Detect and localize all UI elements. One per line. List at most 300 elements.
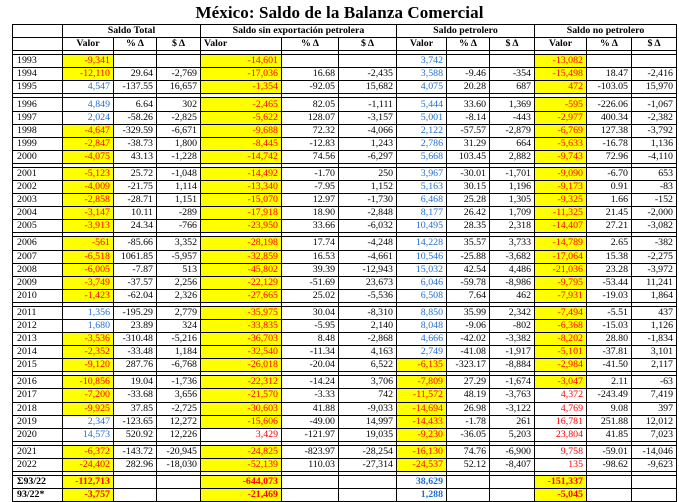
value-cell: 27.21: [587, 220, 632, 233]
value-cell: 39.39: [282, 263, 339, 276]
value-cell: -151,337: [535, 476, 587, 489]
table-row: [13, 111, 677, 124]
value-cell: -9,090: [535, 167, 587, 180]
value-cell: 1,305: [490, 194, 535, 207]
value-cell: 3,733: [490, 237, 535, 250]
value-cell: 400.34: [587, 111, 632, 124]
total-row: [13, 489, 677, 502]
value-cell: -3,913: [63, 220, 114, 233]
value-cell: 30.04: [282, 306, 339, 319]
value-cell: 6,522: [339, 359, 397, 372]
value-cell: 4,547: [63, 81, 114, 94]
value-cell: -12,943: [339, 263, 397, 276]
value-cell: -9,623: [632, 458, 677, 471]
value-cell: -112,713: [63, 476, 114, 489]
value-cell: -2,435: [339, 68, 397, 81]
value-cell: -6,005: [63, 263, 114, 276]
value-cell: -3,047: [535, 376, 587, 389]
value-cell: 7.64: [447, 289, 490, 302]
table-row: [13, 237, 677, 250]
table-row: [13, 207, 677, 220]
value-cell: 1,800: [157, 137, 201, 150]
value-cell: 35.99: [447, 306, 490, 319]
value-cell: 24.34: [114, 220, 157, 233]
value-cell: -15.03: [587, 319, 632, 332]
value-cell: -41.50: [587, 359, 632, 372]
value-cell: 16.53: [282, 250, 339, 263]
value-cell: -17,064: [535, 250, 587, 263]
value-cell: 6,046: [397, 276, 447, 289]
value-cell: 28.80: [587, 333, 632, 346]
value-cell: 10,495: [397, 220, 447, 233]
sub-header-valor: Valor: [201, 38, 282, 51]
table-row: [13, 181, 677, 194]
value-cell: -19.03: [587, 289, 632, 302]
table-row: [13, 359, 677, 372]
value-cell: -9,795: [535, 276, 587, 289]
value-cell: 1.66: [587, 194, 632, 207]
value-cell: -802: [490, 319, 535, 332]
sub-header-abs: $ Δ: [339, 38, 397, 51]
value-cell: 3,742: [397, 55, 447, 68]
value-cell: 2,347: [63, 415, 114, 428]
value-cell: 72.32: [282, 124, 339, 137]
value-cell: -4,248: [339, 237, 397, 250]
value-cell: 1,151: [157, 194, 201, 207]
value-cell: -2,382: [632, 111, 677, 124]
table-row: [13, 98, 677, 111]
value-cell: -2,352: [63, 346, 114, 359]
value-cell: -62.04: [114, 289, 157, 302]
value-cell: -226.06: [587, 98, 632, 111]
value-cell: [632, 476, 677, 489]
year-cell: 2006: [13, 237, 63, 250]
value-cell: -2,275: [632, 250, 677, 263]
value-cell: 15,970: [632, 81, 677, 94]
value-cell: -8,986: [490, 276, 535, 289]
value-cell: 25.28: [447, 194, 490, 207]
value-cell: -14,694: [397, 402, 447, 415]
value-cell: 14,573: [63, 428, 114, 441]
value-cell: 4,163: [339, 346, 397, 359]
group-header-petrolero: Saldo petrolero: [397, 25, 535, 38]
value-cell: -5,622: [201, 111, 282, 124]
value-cell: 653: [632, 167, 677, 180]
value-cell: -9.46: [447, 68, 490, 81]
value-cell: 8.48: [282, 333, 339, 346]
value-cell: 2,024: [63, 111, 114, 124]
year-cell: 2003: [13, 194, 63, 207]
value-cell: -1,917: [490, 346, 535, 359]
value-cell: 19.04: [114, 376, 157, 389]
value-cell: -1,111: [339, 98, 397, 111]
value-cell: -3,757: [63, 489, 114, 502]
table-row: [13, 167, 677, 180]
value-cell: [114, 55, 157, 68]
value-cell: -1,423: [63, 289, 114, 302]
value-cell: -14,789: [535, 237, 587, 250]
value-cell: -1,701: [490, 167, 535, 180]
value-cell: [447, 55, 490, 68]
sub-header-abs: $ Δ: [490, 38, 535, 51]
value-cell: -21.75: [114, 181, 157, 194]
table-row: [13, 306, 677, 319]
value-cell: 23,673: [339, 276, 397, 289]
value-cell: 20.28: [447, 81, 490, 94]
value-cell: -63: [632, 376, 677, 389]
value-cell: 74.56: [282, 150, 339, 163]
value-cell: 43.13: [114, 150, 157, 163]
value-cell: 12.97: [282, 194, 339, 207]
value-cell: [339, 489, 397, 502]
year-cell: 2016: [13, 376, 63, 389]
value-cell: 1,126: [632, 319, 677, 332]
value-cell: -4,066: [339, 124, 397, 137]
value-cell: -9,173: [535, 181, 587, 194]
value-cell: 3,588: [397, 68, 447, 81]
year-cell: 1999: [13, 137, 63, 150]
value-cell: -17,036: [201, 68, 282, 81]
value-cell: 35.57: [447, 237, 490, 250]
value-cell: -30,603: [201, 402, 282, 415]
value-cell: 472: [535, 81, 587, 94]
value-cell: -1,228: [157, 150, 201, 163]
value-cell: 1,369: [490, 98, 535, 111]
value-cell: 30.15: [447, 181, 490, 194]
value-cell: -3,082: [632, 220, 677, 233]
value-cell: -11.34: [282, 346, 339, 359]
group-header-row: [13, 25, 677, 38]
value-cell: 2,140: [339, 319, 397, 332]
value-cell: -2,416: [632, 68, 677, 81]
value-cell: 1,243: [339, 137, 397, 150]
value-cell: -289: [157, 207, 201, 220]
value-cell: -1,067: [632, 98, 677, 111]
sub-header-valor: Valor: [535, 38, 587, 51]
value-cell: 261: [490, 415, 535, 428]
sub-header-abs: $ Δ: [157, 38, 201, 51]
value-cell: -4,075: [63, 150, 114, 163]
value-cell: 12,012: [632, 415, 677, 428]
sub-header-abs: $ Δ: [632, 38, 677, 51]
value-cell: -28.71: [114, 194, 157, 207]
value-cell: [447, 476, 490, 489]
value-cell: -20,945: [157, 445, 201, 458]
value-cell: -24,537: [397, 458, 447, 471]
sub-header-pct: % Δ: [587, 38, 632, 51]
value-cell: -6,518: [63, 250, 114, 263]
group-header-saldo-total: Saldo Total: [63, 25, 201, 38]
value-cell: 2,256: [157, 276, 201, 289]
value-cell: -3,792: [632, 124, 677, 137]
value-cell: -3,749: [63, 276, 114, 289]
value-cell: -5,216: [157, 333, 201, 346]
value-cell: 251.88: [587, 415, 632, 428]
value-cell: 15,032: [397, 263, 447, 276]
year-cell: 2018: [13, 402, 63, 415]
table-row: [13, 389, 677, 402]
value-cell: 23.28: [587, 263, 632, 276]
value-cell: [339, 476, 397, 489]
year-cell: 1993: [13, 55, 63, 68]
value-cell: -57.57: [447, 124, 490, 137]
value-cell: -823.97: [282, 445, 339, 458]
table-row: [13, 220, 677, 233]
value-cell: -1,354: [201, 81, 282, 94]
value-cell: 27.29: [447, 376, 490, 389]
value-cell: 1,288: [397, 489, 447, 502]
value-cell: 2,318: [490, 220, 535, 233]
value-cell: 2,117: [632, 359, 677, 372]
value-cell: -11,325: [535, 207, 587, 220]
year-cell: 2019: [13, 415, 63, 428]
value-cell: -5,045: [535, 489, 587, 502]
value-cell: -5,536: [339, 289, 397, 302]
value-cell: 12,226: [157, 428, 201, 441]
value-cell: -2,847: [63, 137, 114, 150]
value-cell: 250: [339, 167, 397, 180]
value-cell: 8,177: [397, 207, 447, 220]
value-cell: 41.85: [587, 428, 632, 441]
year-cell: 2009: [13, 276, 63, 289]
value-cell: 9.08: [587, 402, 632, 415]
value-cell: -3,122: [490, 402, 535, 415]
value-cell: 664: [490, 137, 535, 150]
year-cell: 2022: [13, 458, 63, 471]
value-cell: -4,009: [63, 181, 114, 194]
value-cell: -24,825: [201, 445, 282, 458]
value-cell: 4,849: [63, 98, 114, 111]
value-cell: 72.96: [587, 150, 632, 163]
value-cell: 1,680: [63, 319, 114, 332]
value-cell: 6.64: [114, 98, 157, 111]
value-cell: 10,546: [397, 250, 447, 263]
value-cell: -8,310: [339, 306, 397, 319]
value-cell: [339, 55, 397, 68]
value-cell: 16,657: [157, 81, 201, 94]
value-cell: 513: [157, 263, 201, 276]
value-cell: -22,312: [201, 376, 282, 389]
value-cell: 29.64: [114, 68, 157, 81]
value-cell: -9.06: [447, 319, 490, 332]
value-cell: -26,018: [201, 359, 282, 372]
value-cell: -42.02: [447, 333, 490, 346]
value-cell: -21,036: [535, 263, 587, 276]
value-cell: -323.17: [447, 359, 490, 372]
value-cell: 3,706: [339, 376, 397, 389]
value-cell: -24,402: [63, 458, 114, 471]
value-cell: -3,157: [339, 111, 397, 124]
value-cell: -15,498: [535, 68, 587, 81]
value-cell: -3,382: [490, 333, 535, 346]
value-cell: -20.04: [282, 359, 339, 372]
value-cell: -83: [632, 181, 677, 194]
value-cell: -143.72: [114, 445, 157, 458]
value-cell: [157, 489, 201, 502]
value-cell: 4,666: [397, 333, 447, 346]
value-cell: -3,763: [490, 389, 535, 402]
value-cell: -27,665: [201, 289, 282, 302]
value-cell: -59.78: [447, 276, 490, 289]
year-cell: Σ93/22: [13, 476, 63, 489]
value-cell: -14,601: [201, 55, 282, 68]
value-cell: [587, 489, 632, 502]
value-cell: -36,703: [201, 333, 282, 346]
value-cell: 2,779: [157, 306, 201, 319]
value-cell: 74.76: [447, 445, 490, 458]
sub-header-pct: % Δ: [282, 38, 339, 51]
value-cell: -98.62: [587, 458, 632, 471]
year-cell: 1995: [13, 81, 63, 94]
value-cell: 5,001: [397, 111, 447, 124]
value-cell: 21.45: [587, 207, 632, 220]
value-cell: -13,082: [535, 55, 587, 68]
year-cell: 2011: [13, 306, 63, 319]
value-cell: 1,356: [63, 306, 114, 319]
value-cell: 5,163: [397, 181, 447, 194]
value-cell: -7,931: [535, 289, 587, 302]
value-cell: 23.89: [114, 319, 157, 332]
table-row: [13, 194, 677, 207]
value-cell: -6,768: [157, 359, 201, 372]
value-cell: -1,834: [632, 333, 677, 346]
value-cell: -382: [632, 237, 677, 250]
value-cell: -644,073: [201, 476, 282, 489]
value-cell: 2,342: [490, 306, 535, 319]
year-cell: 2010: [13, 289, 63, 302]
value-cell: -13,340: [201, 181, 282, 194]
value-cell: -12.83: [282, 137, 339, 150]
year-cell: 93/22*: [13, 489, 63, 502]
value-cell: -18,030: [157, 458, 201, 471]
value-cell: -5.51: [587, 306, 632, 319]
value-cell: -2,879: [490, 124, 535, 137]
value-cell: [282, 476, 339, 489]
value-cell: [114, 476, 157, 489]
value-cell: -6,372: [63, 445, 114, 458]
value-cell: 42.54: [447, 263, 490, 276]
value-cell: -152: [632, 194, 677, 207]
value-cell: -37.57: [114, 276, 157, 289]
table-row: [13, 81, 677, 94]
value-cell: 1,136: [632, 137, 677, 150]
value-cell: 1,864: [632, 289, 677, 302]
value-cell: -6,900: [490, 445, 535, 458]
value-cell: 324: [157, 319, 201, 332]
year-cell: 1994: [13, 68, 63, 81]
value-cell: -9,341: [63, 55, 114, 68]
value-cell: 1,196: [490, 181, 535, 194]
corner-cell: [13, 38, 63, 51]
table-row: [13, 346, 677, 359]
value-cell: -8,202: [535, 333, 587, 346]
value-cell: 19,035: [339, 428, 397, 441]
value-cell: 4,486: [490, 263, 535, 276]
value-cell: 15.38: [587, 250, 632, 263]
value-cell: -443: [490, 111, 535, 124]
value-cell: 31.29: [447, 137, 490, 150]
value-cell: 26.98: [447, 402, 490, 415]
value-cell: 4,769: [535, 402, 587, 415]
value-cell: -92.05: [282, 81, 339, 94]
year-cell: 2017: [13, 389, 63, 402]
value-cell: 7,023: [632, 428, 677, 441]
value-cell: -45,802: [201, 263, 282, 276]
table-row: [13, 250, 677, 263]
value-cell: -15,606: [201, 415, 282, 428]
value-cell: 5,668: [397, 150, 447, 163]
value-cell: -123.65: [114, 415, 157, 428]
value-cell: -4,661: [339, 250, 397, 263]
value-cell: -33,835: [201, 319, 282, 332]
value-cell: [490, 476, 535, 489]
table-row: [13, 124, 677, 137]
value-cell: -6,297: [339, 150, 397, 163]
value-cell: -25.88: [447, 250, 490, 263]
value-cell: 3,429: [201, 428, 282, 441]
table-row: [13, 402, 677, 415]
value-cell: -11,572: [397, 389, 447, 402]
value-cell: 135: [535, 458, 587, 471]
value-cell: -23,950: [201, 220, 282, 233]
value-cell: [282, 489, 339, 502]
year-cell: 2020: [13, 428, 63, 441]
value-cell: 2,882: [490, 150, 535, 163]
value-cell: -53.44: [587, 276, 632, 289]
year-cell: 2000: [13, 150, 63, 163]
table-row: [13, 445, 677, 458]
value-cell: 3,352: [157, 237, 201, 250]
value-cell: -41.08: [447, 346, 490, 359]
value-cell: 1,114: [157, 181, 201, 194]
year-cell: 2021: [13, 445, 63, 458]
value-cell: -21,570: [201, 389, 282, 402]
value-cell: 7,419: [632, 389, 677, 402]
value-cell: 8,048: [397, 319, 447, 332]
table-row: [13, 428, 677, 441]
value-cell: -4,647: [63, 124, 114, 137]
value-cell: -10,856: [63, 376, 114, 389]
value-cell: -7,200: [63, 389, 114, 402]
value-cell: -27,314: [339, 458, 397, 471]
value-cell: 5,203: [490, 428, 535, 441]
year-cell: 2005: [13, 220, 63, 233]
value-cell: 52.12: [447, 458, 490, 471]
value-cell: -3,972: [632, 263, 677, 276]
value-cell: [632, 55, 677, 68]
value-cell: 38,629: [397, 476, 447, 489]
value-cell: [157, 476, 201, 489]
value-cell: -6,135: [397, 359, 447, 372]
value-cell: -7,809: [397, 376, 447, 389]
sub-header-valor: Valor: [63, 38, 114, 51]
value-cell: 33.66: [282, 220, 339, 233]
value-cell: 25.02: [282, 289, 339, 302]
value-cell: -9,925: [63, 402, 114, 415]
value-cell: -8,407: [490, 458, 535, 471]
value-cell: -1,730: [339, 194, 397, 207]
value-cell: -17,918: [201, 207, 282, 220]
year-cell: 2008: [13, 263, 63, 276]
table-row: [13, 333, 677, 346]
value-cell: -14,492: [201, 167, 282, 180]
value-cell: 287.76: [114, 359, 157, 372]
value-cell: 1061.85: [114, 250, 157, 263]
value-cell: -329.59: [114, 124, 157, 137]
table-row: [13, 415, 677, 428]
value-cell: 1,184: [157, 346, 201, 359]
value-cell: 12,272: [157, 415, 201, 428]
